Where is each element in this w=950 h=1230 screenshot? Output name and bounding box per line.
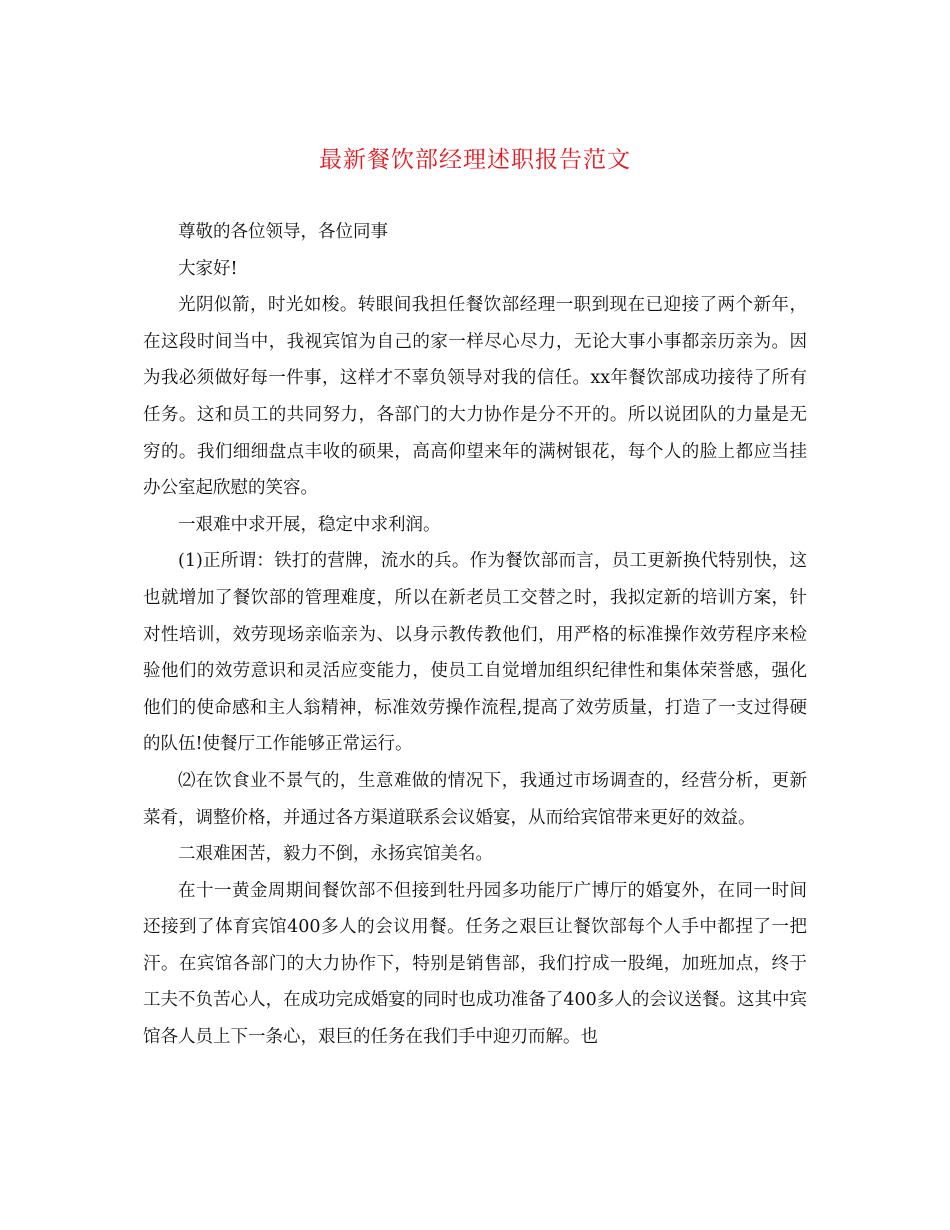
paragraph-salutation: 尊敬的各位领导，各位同事 [178,222,388,242]
paragraph-greeting: 大家好! [178,258,238,279]
document-title: 最新餐饮部经理述职报告范文 [319,147,631,173]
section-heading-2: 二艰难困苦，毅力不倒，永扬宾馆美名。 [178,844,493,865]
paragraph-section-2: 在十一黄金周期间餐饮部不但接到牡丹园多功能厅广博厅的婚宴外，在同一时间还接到了体育宾馆400多人的会议用餐。任务之艰巨让餐饮部每个人手中都捏了一把汗。在宾馆各部门的大力协作下，特别是销售部，我们拧成一股绳，加班加点，终于工夫不负苦心人，在成功完成婚宴的同时也成功准备了400多人的会议送餐。这其中宾馆各人员上下一条心，艰巨的任务在我们手中迎刃而解。也 [143,880,807,1048]
section-heading-1: 一艰难中求开展，稳定中求利润。 [178,514,441,535]
paragraph-item-1: (1)正所谓：铁打的营牌，流水的兵。作为餐饮部而言，员工更新换代特别快，这也就增加了餐饮部的管理难度，所以在新老员工交替之时，我拟定新的培训方案，针对性培训，效劳现场亲临亲为、以身示教传教他们，用严格的标准操作效劳程序来检验他们的效劳意识和灵活应变能力，使员工自觉增加组织纪律性和集体荣誉感，强化他们的使命感和主人翁精神，标准效劳操作流程,提高了效劳质量，打造了一支过得硬的队伍!使餐厅工作能够正常运行。 [143,551,807,755]
paragraph-intro: 光阴似箭，时光如梭。转眼间我担任餐饮部经理一职到现在已迎接了两个新年，在这段时间当中，我视宾馆为自己的家一样尽心尽力，无论大事小事都亲历亲为。因为我必须做好每一件事，这样才不辜负领导对我的信任。xx年餐饮部成功接待了所有任务。这和员工的共同努力，各部门的大力协作是分不开的。所以说团队的力量是无穷的。我们细细盘点丰收的硕果，高高仰望来年的满树银花，每个人的脸上都应当挂办公室起欣慰的笑容。 [143,295,807,499]
paragraph-item-2: ⑵在饮食业不景气的，生意难做的情况下，我通过市场调查的，经营分析，更新菜肴，调整价格，并通过各方渠道联系会议婚宴，从而给宾馆带来更好的效益。 [143,770,807,828]
document-body [143,214,807,1056]
